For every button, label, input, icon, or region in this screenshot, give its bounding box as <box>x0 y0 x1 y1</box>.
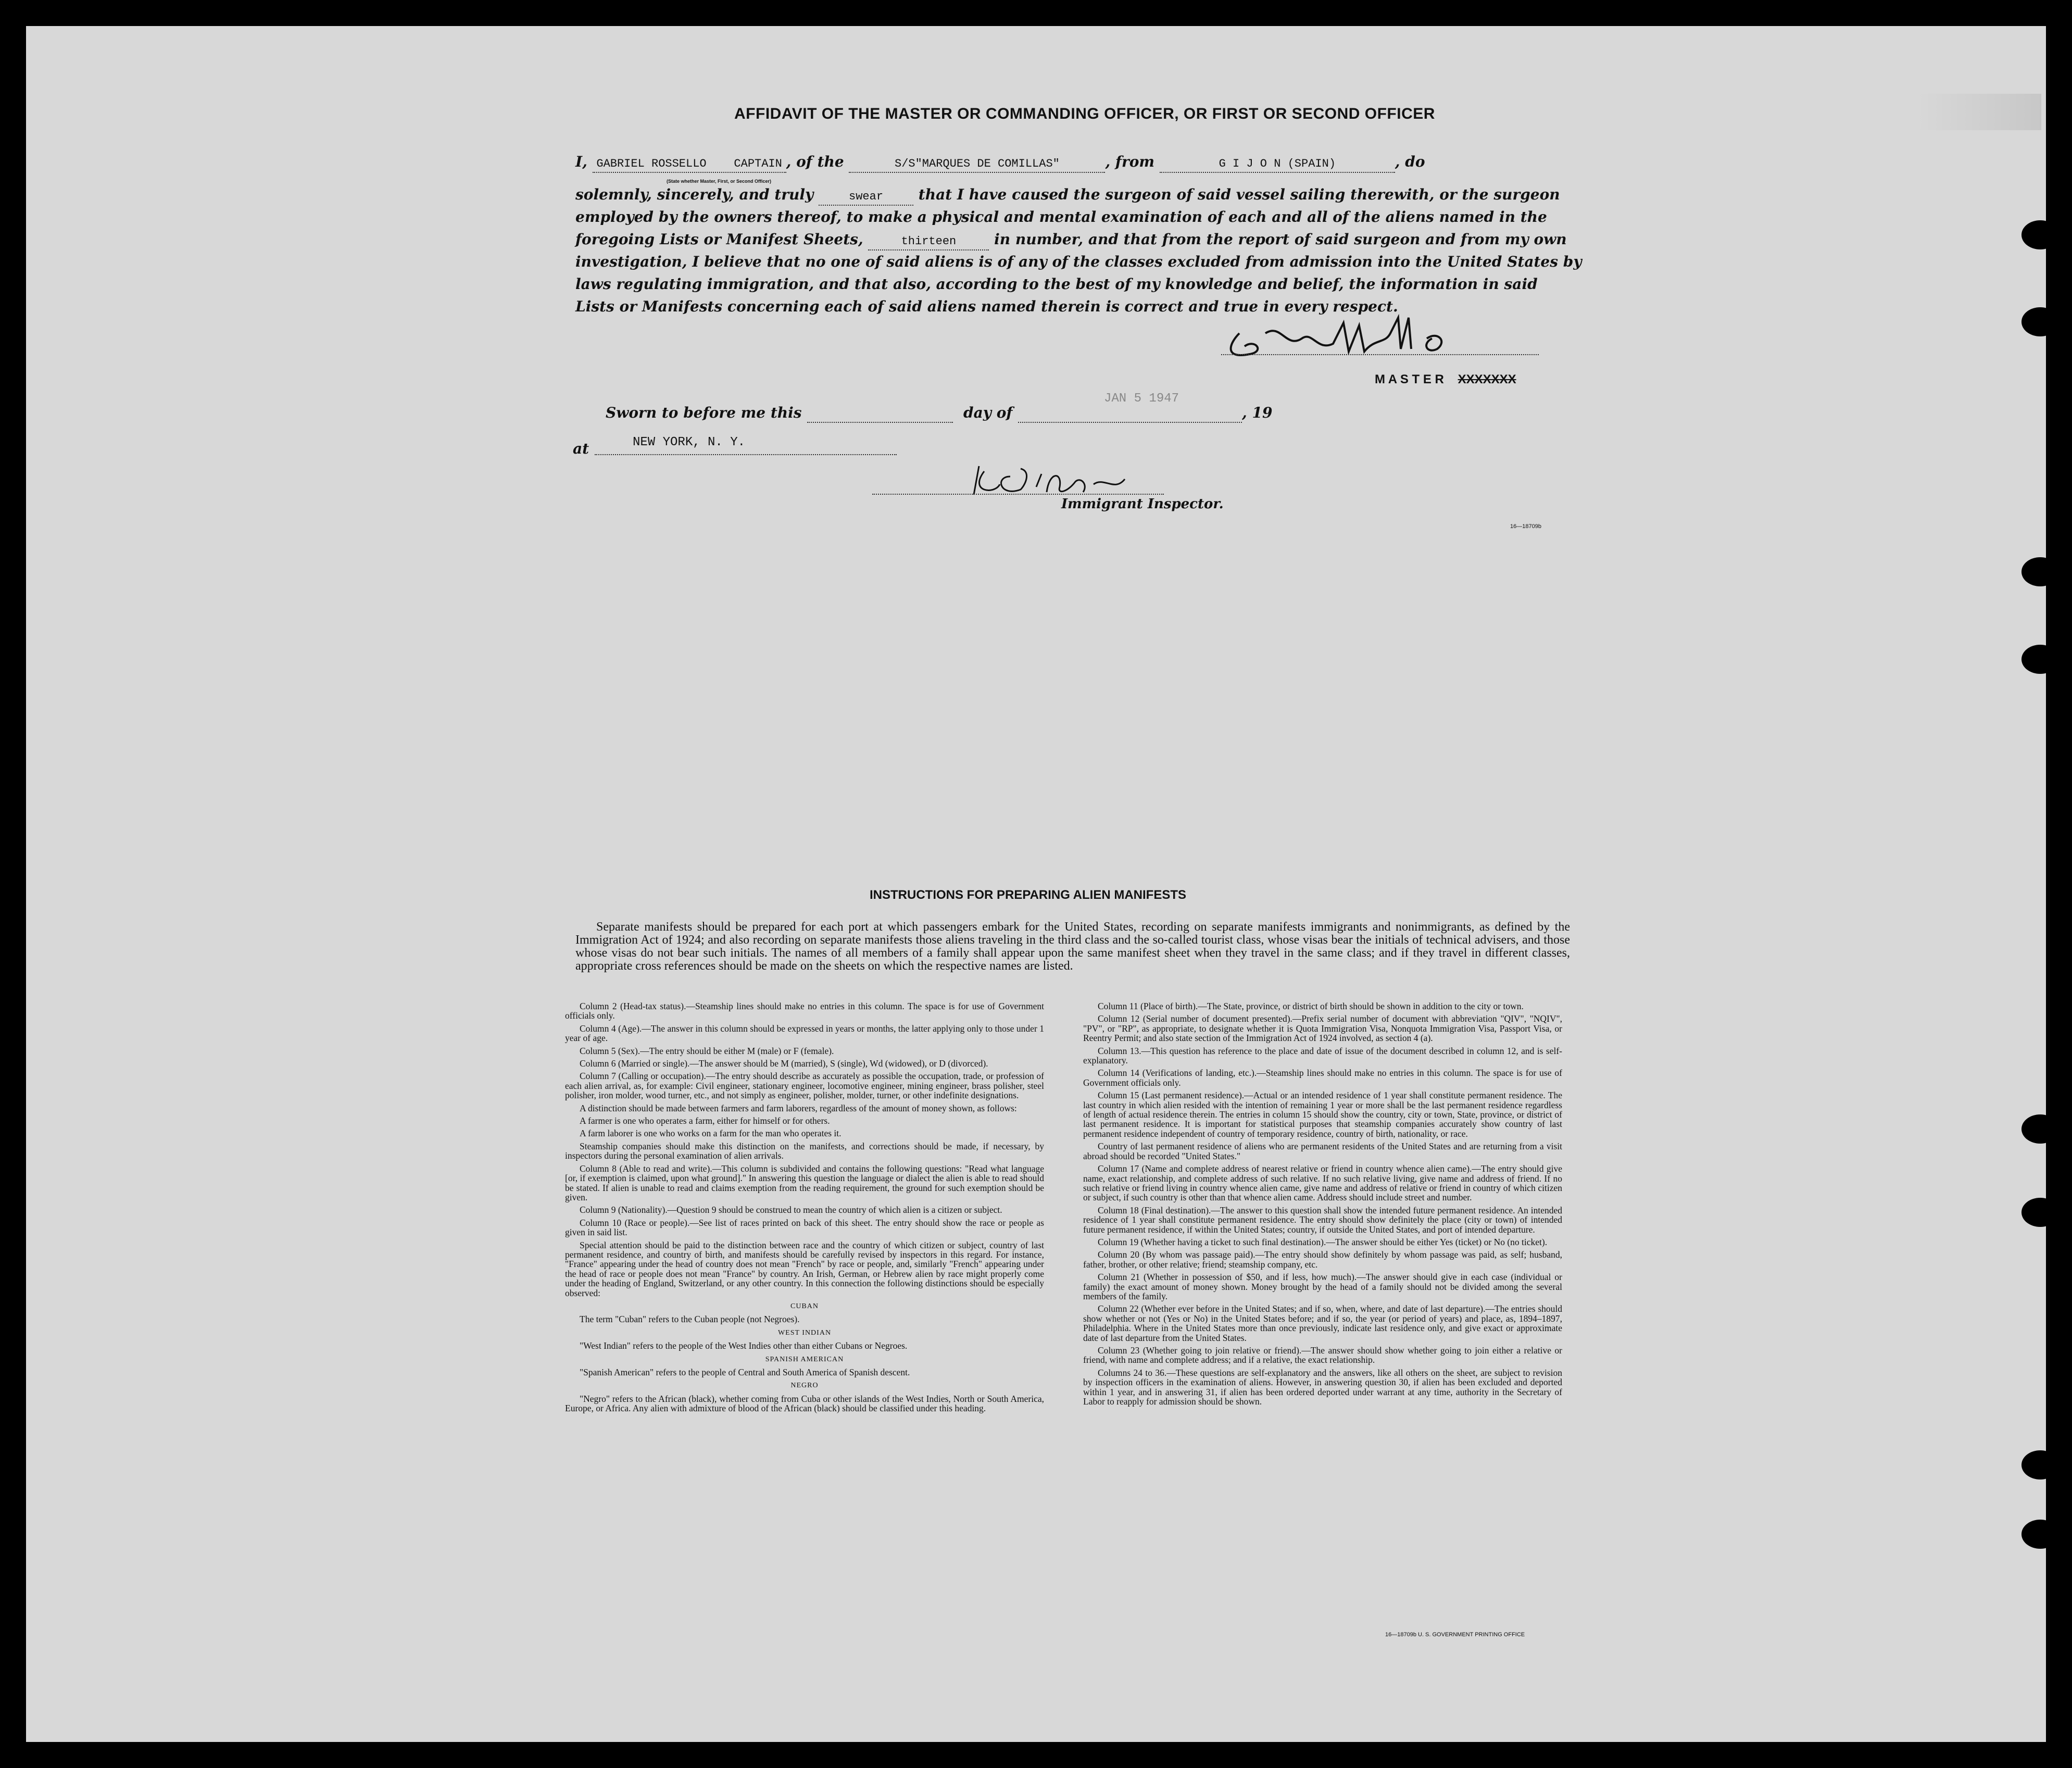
punch-hole <box>2021 1198 2059 1227</box>
race-attention-note: Special attention should be paid to the distinction between race and the country of which citizen or subject, country of last permanent residence, and country of birth, and manifests should be carefully revised by inspectors in this regard. For instance, "France" appearing under the head of country does not mean "French" by race or people, and, similarly "French" appearing under the head of race or people does not mean "France" by country. An Irish, German, or Hebrew alien by race might properly come under the heading of England, Switzerland, or any other country. In this connection the following distinctions should be especially observed: <box>565 1239 1044 1298</box>
affidavit-line-5: investigation, I believe that no one of said aliens is of any of the classes excluded from admission into the United States by <box>575 253 1582 270</box>
col-20-note: Column 20 (By whom was passage paid).—The entry should show definitely by whom passage was paid, as self; husband, father, brother, or other relative; friend; steamship company, etc. <box>1083 1249 1562 1270</box>
affidavit-line-4: foregoing Lists or Manifest Sheets, thirteen in number, and that from the report of said surgeon and from my own <box>575 229 1575 250</box>
affidavit-title: AFFIDAVIT OF THE MASTER OR COMMANDING OFFICER, OR FIRST OR SECOND OFFICER <box>734 105 1435 122</box>
officer-name: GABRIEL ROSSELLO CAPTAIN <box>593 156 786 173</box>
sworn-location: NEW YORK, N. Y. <box>633 435 746 449</box>
col-9-note: Column 9 (Nationality).—Question 9 should be construed to mean the country of which alien is a citizen or subject. <box>580 1205 1002 1215</box>
col-21-note: Column 21 (Whether in possession of $50, and if less, how much).—The answer should give in each case (individual or family) the exact amount of money shown. Money brought by the head of a family should not be divided among the several members of the family. <box>1083 1272 1562 1301</box>
affidavit-line-2: solemnly, sincerely, and truly swear that I have caused the surgeon of said vessel sailing therewith, or the surgeon <box>575 184 1575 206</box>
affidavit-line-3: employed by the owners thereof, to make a physical and mental examination of each and all of the aliens named in the <box>575 208 1547 225</box>
affidavit-line-6: laws regulating immigration, and that also, according to the best of my knowledge and belief, the information in said <box>575 275 1538 293</box>
col-13-note: Column 13.—This question has reference to the place and date of issue of the document described in column 12, and is self-explanatory. <box>1083 1045 1562 1066</box>
document-page <box>26 26 2046 1742</box>
text-cuban: The term "Cuban" refers to the Cuban people (not Negroes). <box>580 1314 800 1325</box>
of-the-text: , of the <box>786 153 844 170</box>
text-west-indian: "West Indian" refers to the people of the West Indies other than either Cubans or Negroes. <box>580 1340 908 1351</box>
instructions-intro: Separate manifests should be prepared for each port at which passengers embark for the United States, recording on separate manifests immigrants and nonimmigrants, as defined by the Immigration Act of 1924; and also recording on separate manifests those aliens traveling in the third class and the so-called tourist class, whose visas bear the initials of technical advisers, and those whose visas do not bear such initials. The names of all members of a family shall appear upon the same manifest sheet when they travel in the same class; and if they travel in different classes, appropriate cross references should be made on the sheets on which the respective names are listed. <box>575 920 1570 973</box>
col-10-note: Column 10 (Race or people).—See list of races printed on back of this sheet. The entry should show the race or people as given in said list. <box>565 1217 1044 1238</box>
heading-negro: NEGRO <box>790 1382 819 1390</box>
col-22-note: Column 22 (Whether ever before in the United States; and if so, when, where, and date of last departure).—The entries should show whether or not (Yes or No) in the United States before; and if so, the year (or period of years) and place, as, 1894–1897, Philadelphia. Where in the United States more than once previously, indicate last residence only, and give exact or approximate date of last departure from the United States. <box>1083 1303 1562 1343</box>
col-12-note: Column 12 (Serial number of document presented).—Prefix serial number of document with abbreviation "QIV", "NQIV", "PV", or "RP", as appropriate, to designate whether it is Quota Immigration Visa, Nonquota Immigration Visa, Passport Visa, or Reentry Permit; and also state section of the Immigration Act of 1924 involved, as section 4 (a). <box>1083 1013 1562 1044</box>
master-signature <box>1219 302 1573 365</box>
punch-hole <box>2021 1450 2059 1479</box>
instructions-right-column <box>1083 1001 1562 1409</box>
farm-laborer-definition: A farm laborer is one who works on a farm for the man who operates it. <box>580 1128 842 1139</box>
col-6-note: Column 6 (Married or single).—The answer should be M (married), S (single), Wd (widowed), or D (divorced). <box>580 1058 988 1069</box>
col-5-note: Column 5 (Sex).—The entry should be either M (male) or F (female). <box>580 1045 834 1056</box>
inspector-label: Immigrant Inspector. <box>1061 496 1224 512</box>
date-stamp: JAN 5 1947 <box>1104 392 1179 406</box>
col-23-note: Column 23 (Whether going to join relative or friend).—The answer should show whether going to join either a relative or friend, with name and complete address; and if a relative, the exact relationship. <box>1083 1345 1562 1365</box>
farmer-distinction: A distinction should be made between farmers and farm laborers, regardless of the amount of money shown, as follows: <box>580 1102 1017 1113</box>
vessel-name: S/S"MARQUES DE COMILLAS" <box>849 156 1105 173</box>
col-17-note: Column 17 (Name and complete address of nearest relative or friend in country whence alien came).—The entry should give name, exact relationship, and complete address of such relative. If no such relative living, give name and address of friend. If no such relative or friend living in country whence alien came, give name and address of relative or friend in country of which citizen or subject, if such country is other than that whence alien came. Address should include street and number. <box>1083 1163 1562 1203</box>
col-7-note: Column 7 (Calling or occupation).—The entry should describe as accurately as possible the occupation, trade, or profession of each alien arrival, as, for example: Civil engineer, stationary engineer, locomotive engineer, mining engineer, brass polisher, steel polisher, iron molder, wood turner, etc., and not simply as engineer, polisher, molder, turner, or other indefinite designations. <box>565 1071 1044 1101</box>
col-24-36-note: Columns 24 to 36.—These questions are self-explanatory and the answers, like all others on the sheet, are subject to revision by inspection officers in the examination of aliens. However, in answering question 30, if alien has been excluded and deported within 1 year, and in answering 31, if alien has been ordered deported under warrant at any time, authority in the Secretary of Labor to reapply for admission should be shown. <box>1083 1367 1562 1407</box>
instructions-title: INSTRUCTIONS FOR PREPARING ALIEN MANIFESTS <box>870 888 1187 902</box>
residence-us-note: Country of last permanent residence of aliens who are permanent residents of the United States and are returning from a visit abroad should be recorded "United States." <box>1083 1141 1562 1161</box>
heading-west-indian: WEST INDIAN <box>777 1328 832 1337</box>
punch-hole <box>2021 307 2059 336</box>
col-18-note: Column 18 (Final destination).—The answer to this question shall show the intended future permanent residence. An intended residence of 1 year shall constitute permanent residence. The entry should show definitely the place (city or town) of intended future permanent residence, if within the United States; country, if outside the United States, and port of intended departure. <box>1083 1205 1562 1235</box>
day-of-label: day of <box>963 404 1013 421</box>
printing-office-footer: 16—18709b U. S. GOVERNMENT PRINTING OFFICE <box>1385 1632 1525 1638</box>
heading-cuban: CUBAN <box>790 1302 819 1310</box>
year-label: , 19 <box>1242 404 1273 421</box>
oath-verb: swear <box>819 189 913 206</box>
bleed-through-mark <box>1916 94 2041 130</box>
inspector-line <box>872 494 1164 495</box>
steamship-distinction: Steamship companies should make this distinction on the manifests, and corrections should be made, if necessary, by inspectors during the personal examination of alien arrivals. <box>565 1140 1044 1161</box>
affidavit-line-7: Lists or Manifests concerning each of said aliens named therein is correct and true in every respect. <box>575 298 1398 315</box>
sworn-month-line <box>1018 422 1242 423</box>
punch-hole <box>2021 1520 2059 1549</box>
instructions-left-column <box>565 1001 1044 1416</box>
col-4-note: Column 4 (Age).—The answer in this column should be expressed in years or months, the latter applying only to those under 1 year of age. <box>565 1023 1044 1044</box>
departure-port: G I J O N (SPAIN) <box>1160 156 1395 173</box>
affidavit-i: I, <box>575 153 587 170</box>
col-2-note: Column 2 (Head-tax status).—Steamship lines should make no entries in this column. The space is for use of Government officials only. <box>565 1001 1044 1021</box>
location-line <box>595 454 897 455</box>
sheet-count: thirteen <box>868 234 989 250</box>
col-15-note: Column 15 (Last permanent residence).—Actual or an intended residence of 1 year shall constitute permanent residence. The last country in which alien resided with the intention of remaining 1 year or more shall be the last permanent residence regardless of length of actual residence therein. The entries in column 15 should show the country, city or town, State, province, or district of last permanent residence. It is important for statistical purposes that steamship companies accurately show country of last permanent residence independent of country of temporary residence, country of birth, nationality, or race. <box>1083 1090 1562 1139</box>
from-text: , from <box>1105 153 1155 170</box>
col-11-note: Column 11 (Place of birth).—The State, province, or district of birth should be shown in addition to the city or town. <box>1098 1001 1524 1011</box>
punch-hole <box>2021 645 2059 674</box>
signature-line <box>1221 354 1539 355</box>
punch-hole <box>2021 557 2059 586</box>
sworn-prefix: Sworn to before me this <box>606 404 802 421</box>
punch-hole <box>2021 1114 2059 1144</box>
affidavit-line-1 <box>575 151 1575 173</box>
rank-note: (State whether Master, First, or Second Officer) <box>667 179 772 184</box>
col-8-note: Column 8 (Able to read and write).—This column is subdivided and contains the following questions: "Read what language [or, if exemption is claimed, upon what ground]." In answering this question the language or dialect the alien is able to read should be stated. If alien is unable to read and claims exemption from the reading requirement, the ground for such exemption should be given. <box>565 1163 1044 1202</box>
farmer-definition: A farmer is one who operates a farm, either for himself or for others. <box>580 1115 830 1126</box>
sworn-day-line <box>807 422 953 423</box>
col-19-note: Column 19 (Whether having a ticket to such final destination).—The answer should be either Yes (ticket) or No (no ticket). <box>1098 1236 1548 1247</box>
form-code: 16—18709b <box>1510 523 1541 530</box>
col-14-note: Column 14 (Verifications of landing, etc.).—Steamship lines should make no entries in this column. The space is for use of Government officials only. <box>1083 1068 1562 1088</box>
text-negro: "Negro" refers to the African (black), whether coming from Cuba or other islands of the West Indies, North or South America, Europe, or Africa. Any alien with admixture of blood of the African (black) should be classified under this heading. <box>565 1393 1044 1414</box>
at-label: at <box>573 440 589 457</box>
text-spanish-american: "Spanish American" refers to the people of Central and South America of Spanish descent. <box>580 1367 910 1377</box>
punch-hole <box>2021 220 2059 249</box>
do-text: , do <box>1395 153 1425 170</box>
heading-spanish-american: SPANISH AMERICAN <box>765 1355 844 1363</box>
master-title: M A S T E R XXXXXXX <box>1375 372 1516 386</box>
